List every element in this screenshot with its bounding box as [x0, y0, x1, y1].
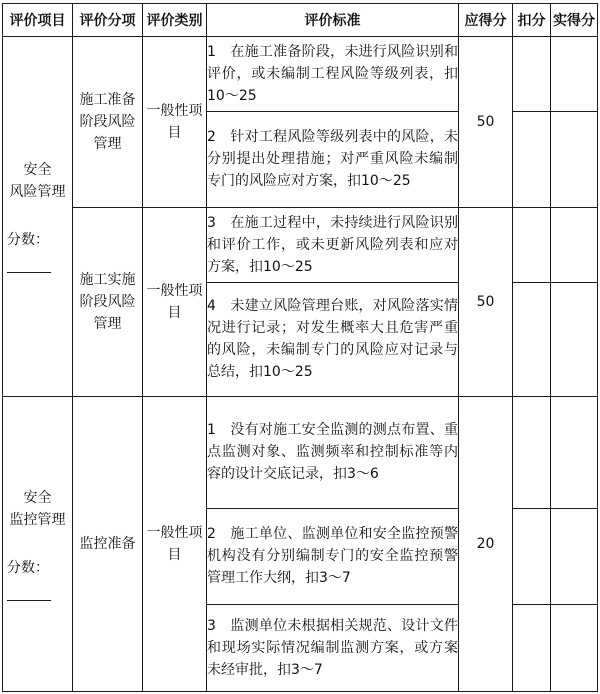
score-blank[interactable] — [7, 258, 51, 273]
subitem-implementation-stage-risk: 施工实施阶段风险管理 — [73, 207, 143, 396]
item-score-field — [3, 229, 72, 273]
criterion-1-1: 1 在施工准备阶段，未进行风险识别和评价，或未编制工程风险等级列表，扣10～25 — [207, 37, 459, 112]
category-general-2: 一般性项目 — [143, 207, 207, 396]
header-deduction: 扣分 — [513, 4, 551, 37]
actual-score-cell[interactable] — [551, 112, 598, 208]
score-label: 分数： — [7, 232, 49, 249]
criterion-2-2: 4 未建立风险管理台账，对风险落实情况进行记录；对发生概率大且危害严重的风险，未编制专门的风险应对记录与总结，扣10～25 — [207, 282, 459, 396]
header-row — [3, 4, 598, 37]
header-evaluation-criteria: 评价标准 — [207, 4, 459, 37]
criterion-1-2: 2 针对工程风险等级列表中的风险，未分别提出处理措施；对严重风险未编制专门的风险应对方案，扣10～25 — [207, 112, 459, 208]
deduction-cell[interactable] — [513, 207, 551, 282]
header-evaluation-subitem: 评价分项 — [73, 4, 143, 37]
score-blank[interactable] — [7, 586, 51, 601]
header-evaluation-item: 评价项目 — [3, 4, 73, 37]
required-score-2: 50 — [459, 207, 513, 396]
table-row — [3, 207, 598, 282]
criterion-3-2: 2 施工单位、监测单位和安全监控预警机构没有分别编制专门的安全监控预警管理工作大纲，扣3～7 — [207, 508, 459, 604]
actual-score-cell[interactable] — [551, 508, 598, 604]
criterion-3-1: 1 没有对施工安全监测的测点布置、重点监测对象、监测频率和控制标准等内容的设计交底记录，扣3～6 — [207, 396, 459, 508]
actual-score-cell[interactable] — [551, 207, 598, 282]
item-name-line2: 监控管理 — [9, 511, 66, 528]
deduction-cell[interactable] — [513, 37, 551, 112]
header-required-score: 应得分 — [459, 4, 513, 37]
required-score-3: 20 — [459, 396, 513, 691]
item-name-line1: 安全 — [23, 489, 52, 506]
evaluation-item-monitoring-management — [3, 396, 73, 691]
actual-score-cell[interactable] — [551, 604, 598, 691]
evaluation-item-risk-management — [3, 37, 73, 397]
deduction-cell[interactable] — [513, 112, 551, 208]
actual-score-cell[interactable] — [551, 396, 598, 508]
deduction-cell[interactable] — [513, 396, 551, 508]
deduction-cell[interactable] — [513, 508, 551, 604]
criterion-2-1: 3 在施工过程中，未持续进行风险识别和评价工作，或未更新风险列表和应对方案，扣10～25 — [207, 207, 459, 282]
deduction-cell[interactable] — [513, 604, 551, 691]
item-name-line1: 安全 — [23, 162, 52, 179]
evaluation-table — [2, 3, 598, 692]
header-evaluation-category: 评价类别 — [143, 4, 207, 37]
table-row — [3, 396, 598, 508]
table-row — [3, 37, 598, 112]
item-name-line2: 风险管理 — [9, 184, 66, 201]
required-score-1: 50 — [459, 37, 513, 208]
criterion-3-3: 3 监测单位未根据相关规范、设计文件和现场实际情况编制监测方案，或方案未经审批，扣3～7 — [207, 604, 459, 691]
header-actual-score: 实得分 — [551, 4, 598, 37]
actual-score-cell[interactable] — [551, 37, 598, 112]
score-label: 分数： — [7, 559, 49, 576]
subitem-prep-stage-risk: 施工准备阶段风险管理 — [73, 37, 143, 208]
actual-score-cell[interactable] — [551, 282, 598, 396]
deduction-cell[interactable] — [513, 282, 551, 396]
item-score-field — [3, 557, 72, 601]
category-general-1: 一般性项目 — [143, 37, 207, 208]
subitem-monitoring-preparation: 监控准备 — [73, 396, 143, 691]
category-general-3: 一般性项目 — [143, 396, 207, 691]
